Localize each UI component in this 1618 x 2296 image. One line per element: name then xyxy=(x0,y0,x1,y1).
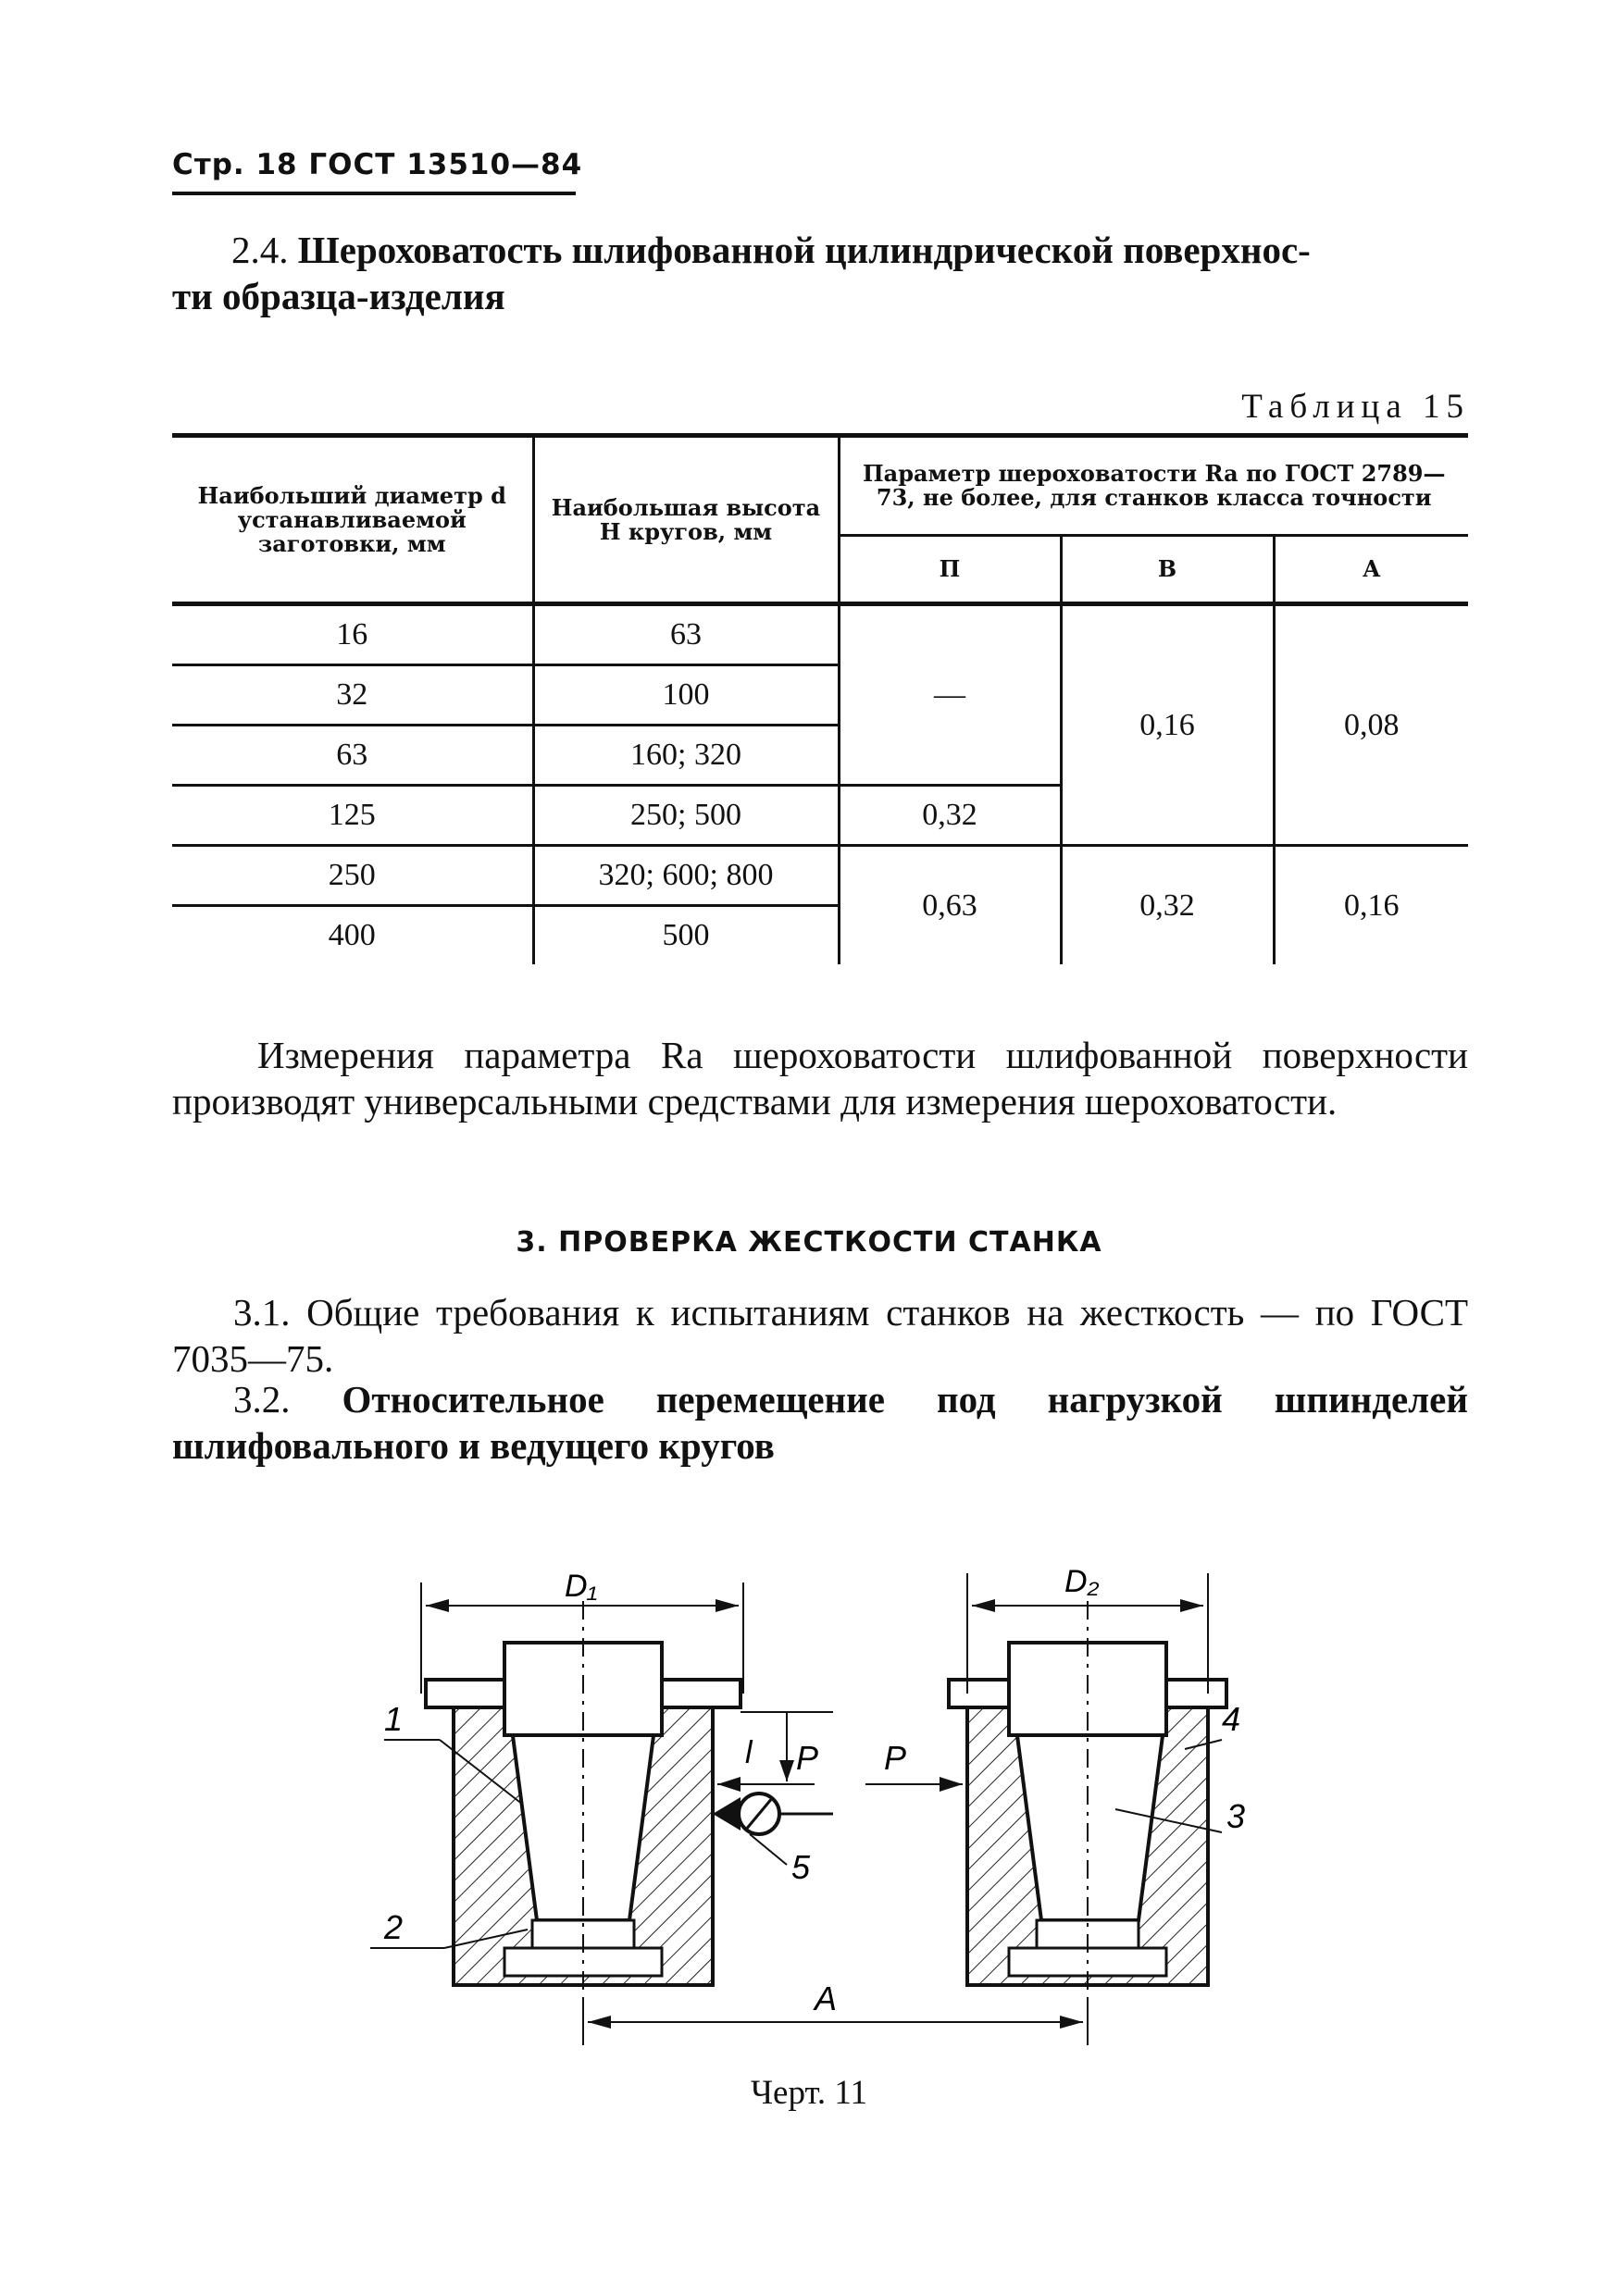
paragraph-3-2 xyxy=(172,1376,1468,1469)
header-rule xyxy=(172,192,576,195)
label-p-right: P xyxy=(884,1739,907,1777)
cell-diameter: 125 xyxy=(172,786,533,846)
cell-class-p: 0,32 xyxy=(839,786,1061,846)
d1-arrow-right xyxy=(716,1599,739,1612)
measurement-paragraph: Измерения параметра Ra шероховатости шлифованной поверхности производят универсальными средствами для измерения шероховатости. xyxy=(172,1034,1468,1123)
roughness-table xyxy=(172,433,1468,964)
cell-height: 63 xyxy=(533,604,839,665)
right-spindle-housing xyxy=(949,1601,1226,1999)
cell-class-v: 0,16 xyxy=(1061,604,1274,846)
cell-height: 160; 320 xyxy=(533,726,839,786)
d1-arrow-left xyxy=(426,1599,449,1612)
cell-height: 100 xyxy=(533,665,839,726)
label-2: 2 xyxy=(384,1908,404,1946)
cell-height: 250; 500 xyxy=(533,786,839,846)
cell-class-a: 0,08 xyxy=(1274,604,1468,846)
label-p-left: P xyxy=(796,1739,819,1777)
table-caption: Таблица 15 xyxy=(1241,388,1470,426)
paragraph-3-2-number: 3.2. xyxy=(233,1378,291,1421)
p-right-arrow xyxy=(940,1777,963,1792)
section-2-4-number: 2.4. xyxy=(231,229,289,271)
col-header-ra: Параметр шероховатости Ra по ГОСТ 2789—73, не более, для станков класса точности xyxy=(839,436,1468,536)
cell-diameter: 63 xyxy=(172,726,533,786)
cell-diameter: 250 xyxy=(172,846,533,906)
indicator-tip xyxy=(713,1797,741,1831)
label-a: A xyxy=(815,1980,838,2017)
sub-header-v: В xyxy=(1061,536,1274,604)
section-2-4-title-line1: Шероховатость шлифованной цилиндрической поверхнос- xyxy=(297,229,1311,271)
figure-drawing-11 xyxy=(352,1564,1246,2045)
right-cone-bore xyxy=(1014,1707,1166,1920)
paragraph-3-1: 3.1. Общие требования к испытаниям станков на жесткость — по ГОСТ 7035—75. xyxy=(172,1291,1468,1380)
cell-class-p: — xyxy=(839,604,1061,786)
label-d2: D₂ xyxy=(1064,1564,1100,1599)
section-2-4-title-line2: ти образца-изделия xyxy=(172,275,505,317)
sub-header-a: А xyxy=(1274,536,1468,604)
cell-diameter: 400 xyxy=(172,906,533,965)
cell-diameter: 32 xyxy=(172,665,533,726)
cell-height: 320; 600; 800 xyxy=(533,846,839,906)
label-3: 3 xyxy=(1226,1797,1246,1835)
figure-caption: Черт. 11 xyxy=(751,2074,867,2112)
cell-class-a: 0,16 xyxy=(1344,887,1400,923)
cell-diameter: 16 xyxy=(172,604,533,665)
cell-height: 500 xyxy=(533,906,839,965)
left-spindle-housing xyxy=(426,1601,741,1999)
section-2-4-title xyxy=(172,227,1468,273)
d2-arrow-left xyxy=(972,1599,995,1612)
label-1: 1 xyxy=(384,1700,404,1738)
sub-header-p: П xyxy=(839,536,1061,604)
a-arrow-left xyxy=(588,2016,611,2029)
label-4: 4 xyxy=(1222,1700,1241,1738)
page-header: Стр. 18 ГОСТ 13510—84 xyxy=(172,148,583,181)
cell-class-p: 0,63 xyxy=(839,846,1061,965)
d2-arrow-right xyxy=(1180,1599,1203,1612)
l-arrow xyxy=(779,1760,794,1781)
leader-5 xyxy=(750,1834,787,1865)
col-header-height: Наибольшая высота H кругов, мм xyxy=(533,436,839,604)
p-left-arrow xyxy=(717,1777,741,1792)
label-d1: D₁ xyxy=(565,1569,598,1604)
a-arrow-right xyxy=(1060,2016,1083,2029)
section-3-title: 3. ПРОВЕРКА ЖЕСТКОСТИ СТАНКА xyxy=(516,1226,1102,1259)
label-5: 5 xyxy=(791,1848,811,1886)
paragraph-3-2-title: Относительное перемещение под нагрузкой шпинделей шлифовального и ведущего кругов xyxy=(172,1378,1469,1467)
col-header-diameter: Наибольший диаметр d устанавливаемой заготовки, мм xyxy=(172,436,533,604)
label-l: l xyxy=(745,1735,753,1770)
cell-class-v: 0,32 xyxy=(1061,846,1274,965)
